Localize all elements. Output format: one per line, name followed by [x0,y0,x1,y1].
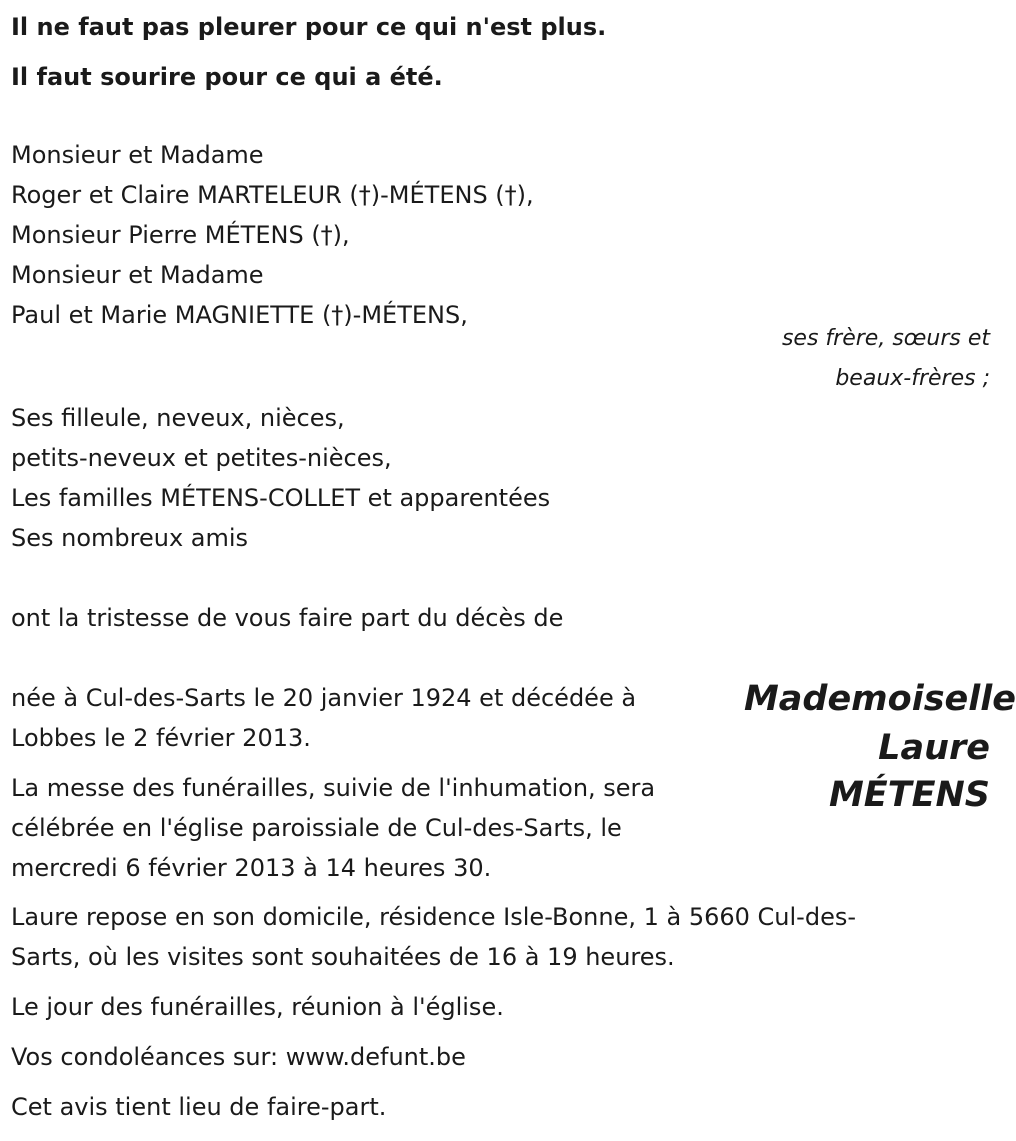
deceased-first-name: Laure [878,728,990,768]
quote-line-1: Il ne faut pas pleurer pour ce qui n'est plus. [11,13,607,41]
mass-line-3: mercredi 6 février 2013 à 14 heures 30. [11,854,492,882]
mass-line-1: La messe des funérailles, suivie de l'inhumation, sera [11,774,656,802]
family-line-3: Monsieur Pierre MÉTENS (†), [11,221,350,249]
meeting-line: Le jour des funérailles, réunion à l'église. [11,993,504,1021]
deceased-last-name: MÉTENS [828,775,990,815]
family-line-4: Monsieur et Madame [11,261,264,289]
relation-line-2: beaux-frères ; [835,366,990,391]
rest-line-1: Laure repose en son domicile, résidence Isle-Bonne, 1 à 5660 Cul-des- [11,903,856,931]
quote-line-2: Il faut sourire pour ce qui a été. [11,63,443,91]
rest-line-2: Sarts, où les visites sont souhaitées de 16 à 19 heures. [11,943,675,971]
relatives-line-2: petits-neveux et petites-nièces, [11,444,392,472]
announcement: ont la tristesse de vous faire part du décès de [11,604,564,632]
deceased-title: Mademoiselle [743,679,1016,719]
condolences-line: Vos condoléances sur: www.defunt.be [11,1043,466,1071]
relation-line-1: ses frère, sœurs et [781,326,990,351]
mass-line-2: célébrée en l'église paroissiale de Cul-des-Sarts, le [11,814,622,842]
family-line-1: Monsieur et Madame [11,141,264,169]
birth-death-line-1: née à Cul-des-Sarts le 20 janvier 1924 et décédée à [11,684,637,712]
family-line-2: Roger et Claire MARTELEUR (†)-MÉTENS (†), [11,181,534,209]
relatives-line-4: Ses nombreux amis [11,524,249,552]
family-line-5: Paul et Marie MAGNIETTE (†)-MÉTENS, [11,301,468,329]
notice-line: Cet avis tient lieu de faire-part. [11,1093,387,1121]
relatives-line-1: Ses filleule, neveux, nièces, [11,404,345,432]
birth-death-line-2: Lobbes le 2 février 2013. [11,724,311,752]
relatives-line-3: Les familles MÉTENS-COLLET et apparentées [11,484,551,512]
